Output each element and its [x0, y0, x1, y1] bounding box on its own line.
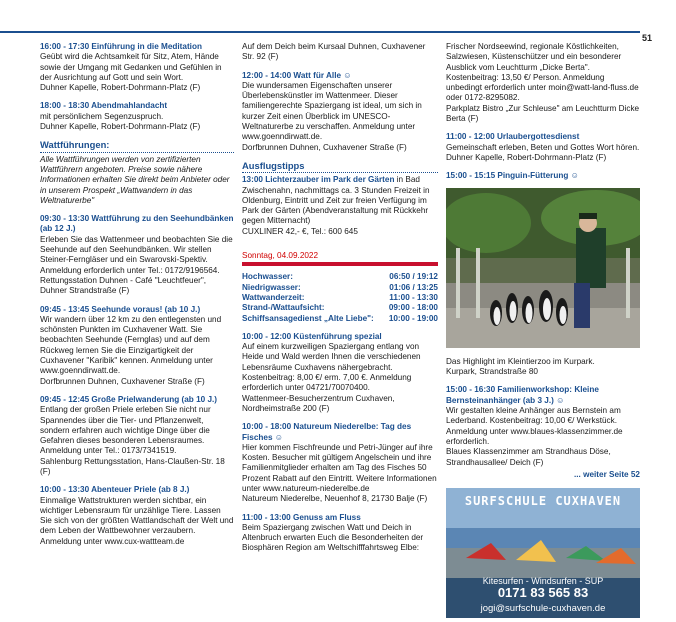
event-place: Dorfbrunnen Duhnen, Cuxhavener Straße (F) [242, 142, 407, 152]
tide-table [242, 272, 438, 323]
penguin-photo [446, 188, 640, 348]
tide-value: 11:00 - 13:30 [389, 292, 438, 302]
event-seehundbaenke [40, 214, 234, 296]
advert-phone: 0171 83 565 83 [497, 585, 589, 601]
event-text: Beim Spaziergang zwischen Watt und Deich in Altenbruch erwarten Euch die Besonderheiten der Biosphären Region am Weltschifffahrtsweg Elbe: [242, 522, 424, 553]
section-intro: Alle Wattführungen werden von zertifizierten Wattführern angeboten. Preise sowie nähere Informationen erhalten Sie direkt beim Anbieter oder in unserem Prospekt „Wattwandern in das Weltnaturerbe" [40, 154, 230, 205]
event-title: 10:00 - 13:30 Abenteuer Priele (ab 8 J.) [40, 485, 190, 495]
continued-text [242, 42, 438, 63]
event-text: Frischer Nordseewind, regionale Köstlichkeiten, Salzwiesen, Küstenschützer und ein besonderer Ausblick vom Leuchtturm „Dicke Berta". Kostenbeitrag: 13,50 €/ Person. Anmeldung unbedingt erforderlich unter moin@watt-land-fluss.de oder 0172-8295082. [446, 42, 639, 103]
tide-value: 10:00 - 19:00 [388, 313, 438, 323]
event-seehunde-voraus [40, 305, 234, 387]
continued-link: ... weiter Seite 52 [574, 469, 640, 479]
surfschule-advert [446, 488, 640, 618]
top-rule [0, 31, 640, 33]
event-title: 09:45 - 12:45 Große Prielwanderung (ab 10 J.) [40, 394, 218, 404]
event-title: 16:00 - 17:30 Einführung in die Meditation [40, 42, 202, 51]
event-place: Natureum Niederelbe, Neuenhof 8, 21730 Balje (F) [242, 494, 428, 504]
section-heading-wattfuehrungen: Wattführungen: [40, 140, 234, 152]
event-abendmahl [40, 101, 234, 132]
tide-value: 01:06 / 13:25 [389, 282, 438, 292]
event-title: 09:45 - 13:45 Seehunde voraus! (ab 10 J.) [40, 304, 201, 314]
event-text: Einmalige Wattstrukturen werden sichtbar, ein wichtiger Lebensraum für unzählige Tiere. Lassen Sie sich von der größten Wattlandschaft der Welt und dem Leben der Wattbewohner verzaubern. Anmeldung unter www.cux-wattteam.de [40, 495, 234, 546]
event-watt-fuer-alle [242, 71, 438, 153]
event-place: Duhner Kapelle, Robert-Dohrmann-Platz (F) [40, 83, 201, 93]
tide-value: 09:00 - 18:00 [388, 303, 438, 313]
page-number: 51 [641, 33, 652, 43]
event-place: CUXLINER 42,- €, Tel.: 600 645 [242, 226, 358, 236]
event-prielwanderung [40, 395, 234, 477]
event-text: Erleben Sie das Wattenmeer und beobachten Sie die Seehunde auf den Seehundbänken. Wir stellen Steiner-Ferngläser und ein Swarovski-Spektiv. Anmeldung erforderlich unter Tel.: 0172/9196564. [40, 234, 233, 275]
event-text: Die wundersamen Eigenschaften unserer Überlebenskünstler im Wattenmeer. Dieser familiengerechte Spaziergang ist ideal, um sich in kurzer Zeit einen Überblick im UNESCO-Weltnaturerbe zu verschaffen. Anmeldung unter www.goenndirwatt.de. [242, 80, 422, 142]
advert-email: jogi@surfschule-cuxhaven.de [480, 603, 606, 615]
event-text: Wir gestalten kleine Anhänger aus Bernstein am Lederband. Kostenbeitrag: 10,00 €/ Werkstück. Anmeldung unter www.blaues-klassenzimmer.de erforderlich. [446, 406, 623, 446]
event-place: Blaues Klassenzimmer am Strandhaus Döse, Strandhausallee/ Deich (F) [446, 447, 611, 467]
event-title: 15:00 - 15:15 Pinguin-Fütterung ☺ [446, 171, 580, 181]
event-title: 09:30 - 13:30 Wattführung zu den Seehundbänken (ab 12 J.) [40, 214, 234, 234]
tide-row [242, 272, 438, 282]
event-text: Geübt wird die Achtsamkeit für Sitz, Atem, Hände sowie der Umgang mit Gedanken und Gefühlen in der Ausrichtung auf Gott und sein Wort. [40, 52, 222, 82]
tide-row [242, 314, 438, 324]
event-title: 11:00 - 13:00 Genuss am Fluss [242, 512, 361, 522]
event-text: Entlang der großen Priele erleben Sie nicht nur Spannendes über die Tier- und Pflanzenwelt, sondern erfahren auch wichtige Dinge über die Gefahren dieses besonderen Lebensraumes. Anmeldung unter Tel.: 0173/7341519. [40, 405, 211, 456]
event-text: Das Highlight im Kleintierzoo im Kurpark. [446, 356, 595, 366]
event-title: 10:00 - 12:00 Küstenführung spezial [242, 331, 382, 341]
event-place: Rettungsstation Duhnen - Café "Leuchtfeuer", Duhner Strandstraße (F) [40, 275, 207, 296]
event-abenteuer-priele [40, 485, 234, 547]
column-middle [242, 42, 438, 562]
column-right [446, 42, 640, 618]
tide-row [242, 283, 438, 293]
event-text: Wir wandern über 12 km zu den entlegensten und schönsten Punkten im Cuxhavener Watt. Sie beobachten Seehunde (Fernglas) und auf dem Rückweg lernen Sie die Einzigartigkeit der Cuxhavener "Karibik" kennen. Anmeldung unter www.goenndirwatt.de. [40, 314, 222, 376]
tide-label: Wattwanderzeit: [242, 292, 305, 302]
event-place: Duhner Kapelle, Robert-Dohrmann-Platz (F) [40, 122, 201, 132]
event-place: Parkplatz Bistro „Zur Schleuse" am Leuchtturm Dicke Berta (F) [446, 103, 640, 124]
tide-row [242, 293, 438, 303]
tide-label: Schiffsansagedienst „Alte Liebe": [242, 313, 374, 323]
advert-subtitle: Kitesurfen - Windsurfen - SUP [482, 576, 604, 587]
event-place: Dorfbrunnen Duhnen, Cuxhavener Straße (F) [40, 376, 205, 386]
event-title: 11:00 - 12:00 Urlaubergottesdienst [446, 132, 580, 142]
event-text: Auf einem kurzweiligen Spaziergang entlang von Heide und Wald werden Ihnen die verschiedenen Lebensräume Cuxhavens nähergebracht. Kostenbeitrag: 8,00 €/ erm. 7,00 €. Anmeldung erforderlich unter 04721/70070400. [242, 342, 421, 393]
section-heading-ausflugstipps: Ausflugstipps [242, 161, 438, 173]
event-text: Hier kommen Fischfreunde und Petri-Jünger auf ihre Kosten. Besucher mit gültigem Angelschein und ihre Familienmitglieder erhalten am Tag des Fisches 50 Prozent Rabatt auf den Eintritt. Weitere Informationen unter www.natureum-niederelbe.de [242, 442, 437, 493]
event-place: Wattenmeer-Besucherzentrum Cuxhaven, Nordheimstraße 200 (F) [242, 393, 395, 413]
event-lichterzauber [242, 175, 438, 237]
tide-label: Hochwasser: [242, 272, 293, 282]
event-title: 10:00 - 18:00 Natureum Niederelbe: Tag des Fisches ☺ [242, 422, 412, 442]
tide-label: Strand-/Wattaufsicht: [242, 303, 325, 313]
event-place: Duhner Kapelle, Robert-Dohrmann-Platz (F) [446, 152, 607, 162]
event-title: 12:00 - 14:00 Watt für Alle ☺ [242, 70, 352, 80]
event-bernstein-workshop [446, 385, 640, 467]
advert-title: SURFSCHULE CUXHAVEN [464, 494, 622, 509]
event-tag-des-fisches [242, 422, 438, 504]
event-place: Auf dem Deich beim Kursaal Duhnen, Cuxhavener Str. 92 (F) [242, 42, 426, 62]
event-genuss-am-fluss [242, 513, 438, 554]
event-title: 15:00 - 16:30 Familienworkshop: Kleine Bernsteinanhänger (ab 3 J.) ☺ [446, 385, 599, 405]
event-pinguin-fuetterung [446, 171, 640, 181]
event-text: mit persönlichem Segenzuspruch. [40, 111, 164, 121]
column-left [40, 42, 234, 555]
tide-label: Niedrigwasser: [242, 282, 301, 292]
tide-row [242, 303, 438, 313]
event-title: 13:00 Lichterzauber im Park der Gärten [242, 175, 395, 185]
event-title: 18:00 - 18:30 Abendmahlandacht [40, 101, 168, 111]
tide-value: 06:50 / 19:12 [389, 272, 438, 282]
event-place: Kurpark, Strandstraße 80 [446, 367, 538, 377]
event-urlaubergottesdienst [446, 132, 640, 163]
event-place: Sahlenburg Rettungsstation, Hans-Claußen-Str. 18 (F) [40, 456, 225, 476]
event-text: in Bad Zwischenahn, nachmittags ca. 3 Stunden Freizeit in Oldenburg, Eintritt und Zeit zur freien Verfügung im Park der Gärten (Abendveranstaltung mit Rückkehr gegen Mitternacht) [242, 175, 430, 226]
event-meditation [40, 42, 234, 93]
continued-text [446, 42, 640, 124]
event-text: Gemeinschaft erleben, Beten und Gottes Wort hören. [446, 142, 640, 152]
pinguin-caption [446, 357, 640, 378]
date-heading: Sonntag, 04.09.2022 [242, 251, 438, 266]
event-kuestenfuehrung [242, 332, 438, 414]
